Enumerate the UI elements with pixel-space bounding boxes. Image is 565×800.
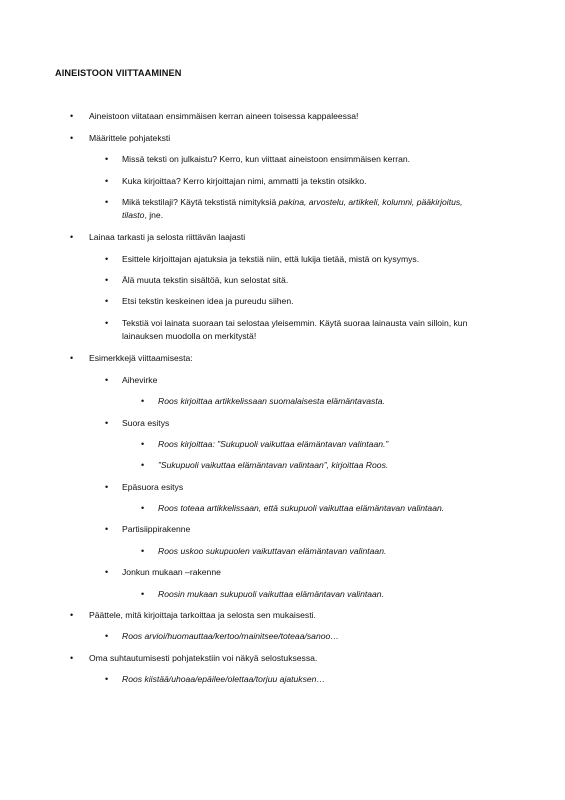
bullet-icon: • bbox=[70, 610, 74, 620]
bullet-icon: • bbox=[105, 524, 109, 534]
list-item: Esimerkkejä viittaamisesta: bbox=[89, 353, 193, 363]
bullet-icon: • bbox=[105, 375, 109, 385]
list-item: Partisiippirakenne bbox=[122, 524, 191, 534]
bullet-icon: • bbox=[141, 396, 145, 406]
list-item: ”Sukupuoli vaikuttaa elämäntavan valintaan”, kirjoittaa Roos. bbox=[158, 460, 389, 470]
bullet-icon: • bbox=[105, 631, 109, 641]
list-item: Aihevirke bbox=[122, 375, 158, 385]
bullet-icon: • bbox=[70, 232, 74, 242]
list-item: Roos kirjoittaa artikkelissaan suomalaisesta elämäntavasta. bbox=[158, 396, 385, 406]
bullet-icon: • bbox=[105, 482, 109, 492]
list-item: Esittele kirjoittajan ajatuksia ja tekstiä niin, että lukija tietää, mistä on kysymys. bbox=[122, 254, 420, 264]
bullet-icon: • bbox=[141, 503, 145, 513]
list-item: Etsi tekstin keskeinen idea ja pureudu siihen. bbox=[122, 296, 294, 306]
bullet-icon: • bbox=[105, 254, 109, 264]
bullet-icon: • bbox=[141, 460, 145, 470]
list-item: Roos arvioi/huomauttaa/kertoo/mainitsee/toteaa/sanoo… bbox=[122, 631, 339, 641]
list-item: Missä teksti on julkaistu? Kerro, kun viittaat aineistoon ensimmäisen kerran. bbox=[122, 154, 411, 164]
list-item: Roos kiistää/uhoaa/epäilee/olettaa/torjuu ajatuksen… bbox=[122, 674, 326, 684]
bullet-icon: • bbox=[70, 133, 74, 143]
list-item: Roosin mukaan sukupuoli vaikuttaa elämäntavan valintaan. bbox=[158, 589, 384, 599]
bullet-icon: • bbox=[105, 567, 109, 577]
bullet-icon: • bbox=[70, 653, 74, 663]
list-item: Oma suhtautumisesti pohjatekstiin voi näkyä selostuksessa. bbox=[89, 653, 318, 663]
bullet-icon: • bbox=[105, 418, 109, 428]
list-item: Epäsuora esitys bbox=[122, 482, 184, 492]
list-item: Tekstiä voi lainata suoraan tai selostaa yleisemmin. Käytä suoraa lainausta vain silloin, kun lainauksen muodolla on merkitystä! bbox=[122, 318, 468, 341]
list-item: Jonkun mukaan –rakenne bbox=[122, 567, 221, 577]
bullet-icon: • bbox=[141, 589, 145, 599]
bullet-icon: • bbox=[141, 546, 145, 556]
page-title: AINEISTOON VIITTAAMINEN bbox=[55, 68, 182, 78]
list-item: Lainaa tarkasti ja selosta riittävän laajasti bbox=[89, 232, 246, 242]
list-item: Roos kirjoittaa: ”Sukupuoli vaikuttaa elämäntavan valintaan.” bbox=[158, 439, 389, 449]
bullet-icon: • bbox=[70, 353, 74, 363]
bullet-icon: • bbox=[105, 176, 109, 186]
bullet-icon: • bbox=[141, 439, 145, 449]
bullet-icon: • bbox=[105, 197, 109, 207]
list-item: Älä muuta tekstin sisältöä, kun selostat sitä. bbox=[122, 275, 289, 285]
bullet-icon: • bbox=[105, 275, 109, 285]
list-item: Kuka kirjoittaa? Kerro kirjoittajan nimi, ammatti ja tekstin otsikko. bbox=[122, 176, 367, 186]
bullet-icon: • bbox=[105, 318, 109, 328]
list-item: Aineistoon viitataan ensimmäisen kerran aineen toisessa kappaleessa! bbox=[89, 111, 359, 121]
bullet-icon: • bbox=[105, 674, 109, 684]
list-item: Päättele, mitä kirjoittaja tarkoittaa ja selosta sen mukaisesti. bbox=[89, 610, 316, 620]
bullet-icon: • bbox=[105, 154, 109, 164]
list-item: Mikä tekstilaji? Käytä tekstistä nimityksiä pakina, arvostelu, artikkeli, kolumni, pääkirjoitus, tilasto, jne. bbox=[122, 197, 463, 220]
bullet-icon: • bbox=[70, 111, 74, 121]
list-item: Roos toteaa artikkelissaan, että sukupuoli vaikuttaa elämäntavan valintaan. bbox=[158, 503, 445, 513]
list-item: Suora esitys bbox=[122, 418, 170, 428]
list-item: Roos uskoo sukupuolen vaikuttavan elämäntavan valintaan. bbox=[158, 546, 387, 556]
bullet-icon: • bbox=[105, 296, 109, 306]
list-item: Määrittele pohjateksti bbox=[89, 133, 171, 143]
